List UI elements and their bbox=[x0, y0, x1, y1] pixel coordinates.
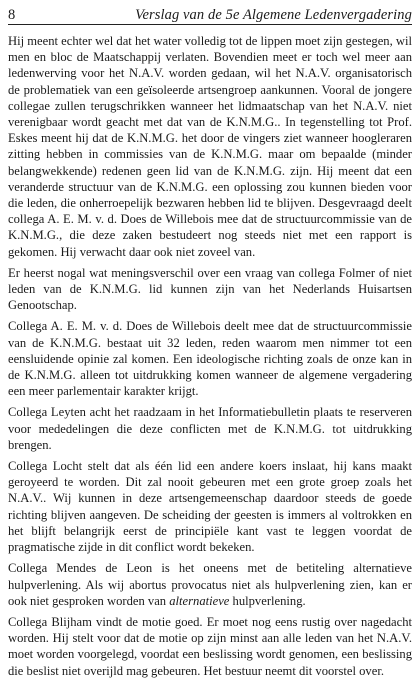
paragraph: Collega Locht stelt dat als één lid een andere koers inslaat, hij kans maakt geroyeerd te worden. Dit zal nooit gebeuren met een grote groep zoals het N.A.V.. Wij kunnen in deze artsengemeenschap daardoor steeds de goede richting blijven aangeven. De scheiding der geesten is immers al voltrokken en het blijft belangrijk eerst de principiële kant vast te leggen voordat de pragmatische zijde in dit conflict wordt bekeken. bbox=[8, 459, 412, 555]
paragraph: Collega A. E. M. v. d. Does de Willebois deelt mee dat de structuurcommissie van de K.N.M.G. bestaat uit 32 leden, reden waarom men nimmer tot een eensluidende opinie zal komen. Een ideologische richting zoals de onze kan in de K.N.M.G. alleen tot uitdrukking komen wanneer de algemene vergadering een meer parlementair karakter krijgt. bbox=[8, 319, 412, 399]
paragraph-text: hulpverlening. bbox=[229, 593, 306, 608]
paragraph: Hij meent echter wel dat het water volledig tot de lippen moet zijn gestegen, wil men en bloc de Maatschappij verlaten. Bovendien meet er toch wel meer aan ledenwerving voor het N.A.V. worden gedaan, wil het N.A.V. organisatorisch de problematiek van een geïsoleerde artsengroep aankunnen. Vooral de jongere collegae zullen terugschrikken wanneer het lidmaatschap van het N.A.V. niet verenigbaar wordt geacht met dat van de K.N.M.G.. In tegenstelling tot Prof. Eskes meent hij dat de K.N.M.G. het door de vingers ziet wanneer hoogleraren zitting hebben in commissies van de K.N.M.G. maar om bepaalde (minder belangwekkende) redenen geen lid van de K.N.M.G. zijn. Hij meent dat een veranderde structuur van de K.N.M.G. een oplossing zou kunnen bieden voor die leden, die onherroepelijk bezwaren hebben lid te blijven. Desgevraagd deelt collega A. E. M. v. d. Does de Willebois mee dat de structuurcommissie van de K.N.M.G., die deze zaken bestudeert nog steeds niet met een rapport is gekomen. Hij verwacht daar ook niet zoveel van. bbox=[8, 34, 412, 259]
running-title: Verslag van de 5e Algemene Ledenvergadering bbox=[135, 7, 412, 23]
paragraph: Er heerst nogal wat meningsverschil over een vraag van collega Folmer of niet leden van de K.N.M.G. lid kunnen zijn van het Nederlands Huisartsen Genootschap. bbox=[8, 265, 412, 313]
header-rule bbox=[8, 24, 412, 25]
paragraph bbox=[8, 560, 412, 609]
paragraph-text: Collega Mendes de Leon is het oneens met de betiteling alternatieve hulpverlening. Als wij abortus provocatus niet als hulpverlening zien, kan er ook niet gesproken worden van bbox=[8, 561, 412, 608]
paragraph: Collega Leyten acht het raadzaam in het Informatiebulletin plaats te reserveren voor mededelingen die deze conflicten met de K.N.M.G. tot uitdrukking brengen. bbox=[8, 405, 412, 452]
page-number: 8 bbox=[8, 7, 16, 23]
emphasized-word: alternatieve bbox=[169, 593, 230, 608]
running-header bbox=[8, 4, 412, 24]
paragraph: Collega Blijham vindt de motie goed. Er moet nog eens rustig over nagedacht worden. Hij stelt voor dat de motie op zijn minst aan alle leden van het N.A.V. moet worden voorgelegd, voordat een beslissing wordt genomen, een beslissing die beslist niet overijld mag gebeuren. Het bestuur neemt dit voorstel over. bbox=[8, 614, 412, 678]
body-text bbox=[8, 33, 412, 679]
